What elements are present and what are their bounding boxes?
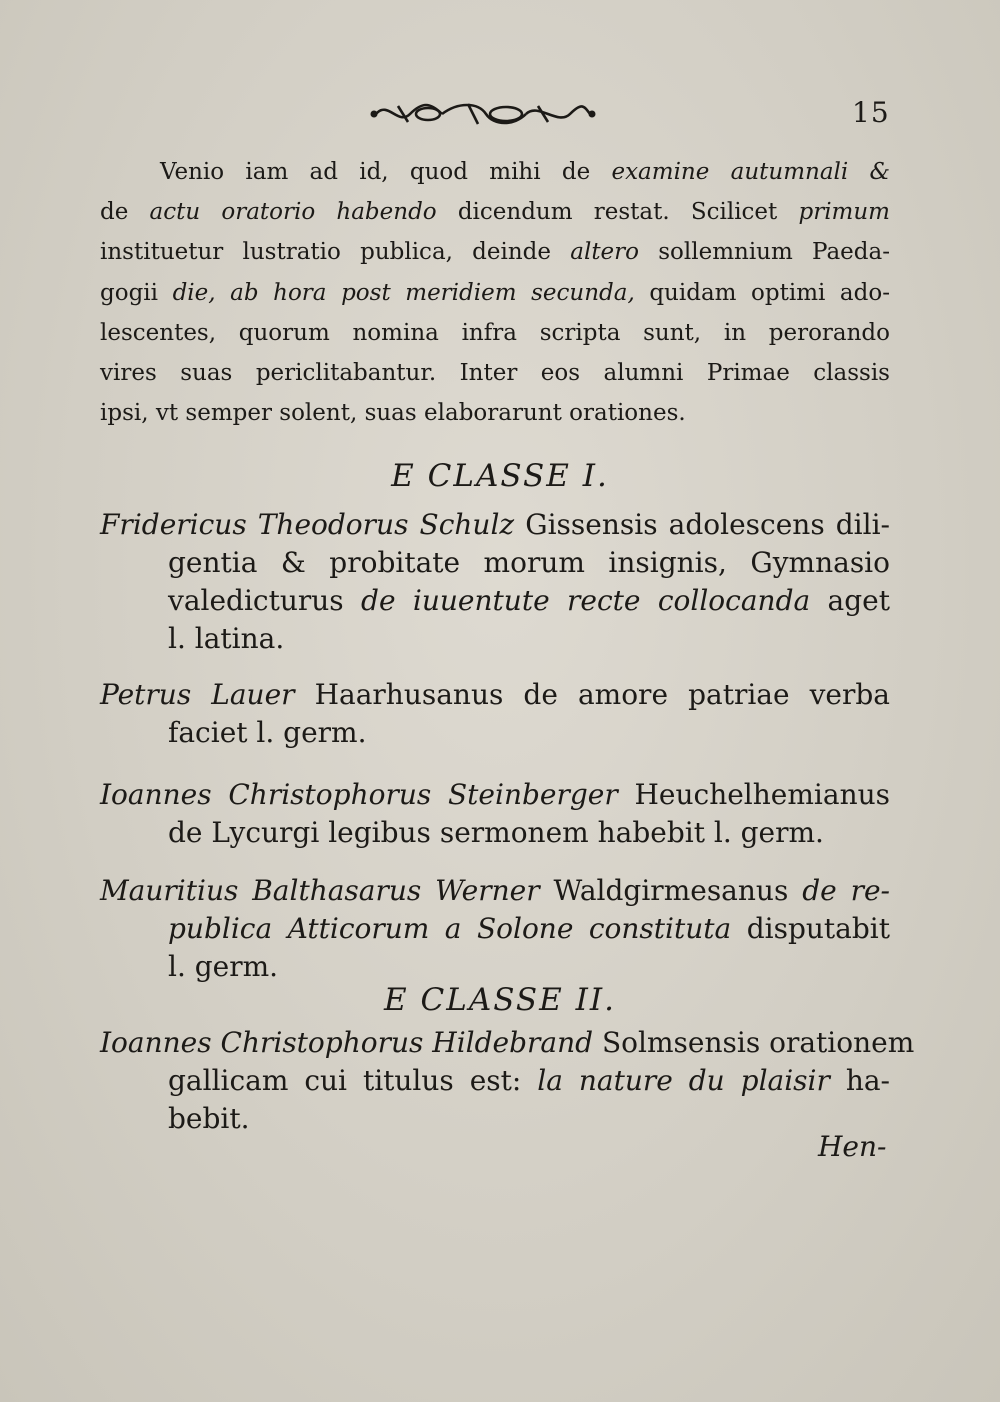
intro-paragraph — [100, 152, 890, 433]
entry-line: de Lycurgi legibus sermonem habebit l. germ. — [168, 816, 824, 849]
entry-werner — [100, 872, 890, 986]
entry-line: l. germ. — [168, 950, 279, 983]
entry-line: gentia & probitate morum insignis, Gymnasio — [168, 546, 890, 579]
entry-schulz — [100, 506, 890, 658]
intro-line: instituetur lustratio publica, deinde altero sollemnium Paeda- — [100, 239, 890, 266]
entry-steinberger — [100, 776, 890, 852]
entry-hildebrand — [100, 1024, 915, 1138]
ornament-icon — [368, 96, 598, 132]
entry-line: gallicam cui titulus est: la nature du plaisir ha- — [168, 1064, 891, 1097]
intro-line: gogii die, ab hora post meridiem secunda, quidam optimi ado- — [100, 279, 890, 306]
intro-line: de actu oratorio habendo dicendum restat. Scilicet primum — [100, 199, 890, 226]
entry-line: Fridericus Theodorus Schulz Gissensis adolescens dili- — [100, 508, 891, 541]
entry-line: Ioannes Christophorus Hildebrand Solmsensis orationem — [100, 1026, 915, 1059]
entry-line: bebit. — [168, 1102, 250, 1135]
class-heading-2: E CLASSE II. — [384, 982, 616, 1018]
catchword: Hen- — [818, 1130, 887, 1163]
page-number: 15 — [852, 96, 890, 129]
class-heading-1: E CLASSE I. — [391, 458, 609, 494]
entry-line: valedicturus de iuuentute recte collocanda aget — [168, 584, 890, 617]
entry-line: publica Atticorum a Solone constituta disputabit — [168, 912, 890, 945]
entry-line: Mauritius Balthasarus Werner Waldgirmesanus de re- — [100, 874, 891, 907]
intro-line: ipsi, vt semper solent, suas elaborarunt orationes. — [100, 400, 686, 427]
intro-line: Venio iam ad id, quod mihi de examine autumnali & — [160, 159, 890, 185]
entry-line: l. latina. — [168, 622, 285, 655]
intro-line: lescentes, quorum nomina infra scripta sunt, in perorando — [100, 319, 890, 346]
entry-line: Ioannes Christophorus Steinberger Heuchelhemianus — [100, 778, 890, 811]
entry-line: faciet l. germ. — [168, 716, 367, 749]
intro-line: vires suas periclitabantur. Inter eos alumni Primae classis — [100, 359, 890, 386]
entry-lauer — [100, 676, 890, 752]
entry-line: Petrus Lauer Haarhusanus de amore patriae verba — [100, 678, 890, 711]
